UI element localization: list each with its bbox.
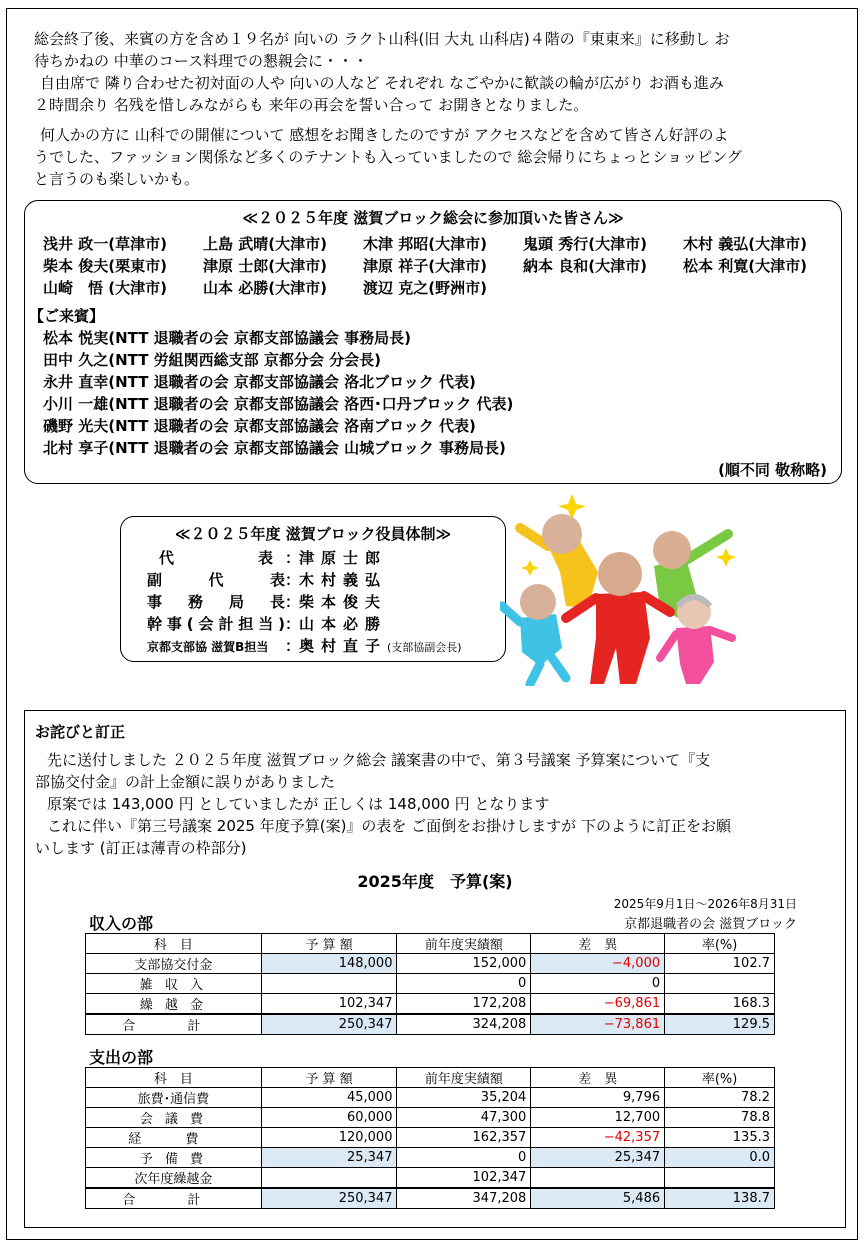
item-cell: 合 計: [86, 1188, 262, 1209]
budget-cell: 25,347: [261, 1148, 397, 1168]
column-header: 差 異: [531, 934, 665, 954]
table-header-row: [86, 934, 775, 954]
prev-cell: 47,300: [397, 1108, 531, 1128]
prev-cell: 0: [397, 974, 531, 994]
officer-role: 副代表: [147, 571, 285, 589]
column-header: 前年度実績額: [397, 1068, 531, 1088]
diff-cell: −42,357: [531, 1128, 665, 1148]
officer-name: 津原士郎: [299, 549, 388, 567]
correction-heading: お詫びと訂正: [35, 723, 126, 741]
column-header: 差 異: [531, 1068, 665, 1088]
officer-role: 幹事(会計担当): [147, 615, 285, 633]
expense-table: [85, 1067, 775, 1209]
prev-cell: 0: [397, 1148, 531, 1168]
prev-cell: 172,208: [397, 994, 531, 1015]
item-cell: 合 計: [86, 1014, 262, 1035]
budget-period: 2025年9月1日～2026年8月31日: [613, 897, 797, 911]
guest-name: 小川 一雄(NTT 退職者の会 京都支部協議会 洛西･口丹ブロック 代表): [43, 395, 514, 413]
member-name: 津原 祥子(大津市): [363, 257, 487, 275]
expense-section-title: 支出の部: [89, 1048, 154, 1067]
column-header: 科 目: [86, 1068, 262, 1088]
income-table: [85, 933, 775, 1035]
budget-cell: 250,347: [261, 1014, 397, 1035]
text-line: 部協交付金』の計上金額に誤りがありました: [35, 773, 336, 791]
officer-name: 山本必勝: [299, 615, 388, 633]
diff-cell: −73,861: [531, 1014, 665, 1035]
total-row: [86, 1188, 775, 1209]
correction-text: [35, 749, 839, 859]
table-row: [86, 1168, 775, 1189]
budget-title: 2025年度 予算(案): [357, 872, 513, 891]
colon: ：: [285, 571, 301, 589]
text-line: 待ちかねの 中華のコース料理での懇親会に・・・: [34, 52, 369, 70]
prev-cell: 102,347: [397, 1168, 531, 1189]
income-section-title: 収入の部: [89, 914, 154, 933]
column-header: 率(%): [665, 934, 775, 954]
colon: ：: [285, 593, 301, 611]
budget-cell: 250,347: [261, 1188, 397, 1209]
prev-cell: 347,208: [397, 1188, 531, 1209]
item-cell: 会 議 費: [86, 1108, 262, 1128]
prev-cell: 152,000: [397, 954, 531, 974]
member-name: 津原 士郎(大津市): [203, 257, 327, 275]
officer-role: 代表: [159, 549, 273, 567]
officer-row: [147, 591, 387, 612]
officer-name: 木村義弘: [299, 571, 388, 589]
column-header: 予 算 額: [261, 934, 397, 954]
column-header: 予 算 額: [261, 1068, 397, 1088]
member-name: 鬼頭 秀行(大津市): [523, 235, 647, 253]
rate-cell: 138.7: [665, 1188, 775, 1209]
text-line: 総会終了後、来賓の方を含め１９名が 向いの ラクト山科(旧 大丸 山科店)４階の『東東来』に移動し お: [34, 30, 730, 48]
budget-cell: 102,347: [261, 994, 397, 1015]
text-line: いします (訂正は薄青の枠部分): [35, 839, 247, 857]
table-row: [86, 1108, 775, 1128]
budget-cell: [261, 1168, 397, 1189]
intro-paragraph-2: [34, 124, 834, 190]
officer-row: [147, 547, 387, 568]
diff-cell: −69,861: [531, 994, 665, 1015]
prev-cell: 35,204: [397, 1088, 531, 1108]
item-cell: 旅費･通信費: [86, 1088, 262, 1108]
text-line: 何人かの方に 山科での開催について 感想をお聞きしたのですが アクセスなどを含めて皆さん好評のよ: [40, 126, 729, 144]
item-cell: 予 備 費: [86, 1148, 262, 1168]
colon: ：: [285, 549, 301, 567]
order-note: (順不同 敬称略): [718, 461, 827, 479]
officer-role: 京都支部協 滋賀B担当: [147, 640, 269, 654]
officers-title: ≪２０２５年度 滋賀ブロック役員体制≫: [174, 525, 452, 543]
ranger-team-illustration: [500, 488, 740, 686]
table-row: [86, 1148, 775, 1168]
table-row: [86, 974, 775, 994]
budget-cell: 148,000: [261, 954, 397, 974]
officer-row: [147, 613, 387, 634]
member-name: 木津 邦昭(大津市): [363, 235, 487, 253]
prev-cell: 162,357: [397, 1128, 531, 1148]
rate-cell: 102.7: [665, 954, 775, 974]
budget-cell: [261, 974, 397, 994]
officer-note: (支部協副会長): [387, 641, 462, 654]
rate-cell: 0.0: [665, 1148, 775, 1168]
member-name: 山崎 悟 (大津市): [43, 279, 167, 297]
diff-cell: 0: [531, 974, 665, 994]
column-header: 率(%): [665, 1068, 775, 1088]
rate-cell: 168.3: [665, 994, 775, 1015]
table-row: [86, 994, 775, 1015]
table-header-row: [86, 1068, 775, 1088]
text-line: と言うのも楽しいかも。: [34, 170, 200, 188]
member-name: 浅井 政一(草津市): [43, 235, 167, 253]
item-cell: 支部協交付金: [86, 954, 262, 974]
rate-cell: 78.8: [665, 1108, 775, 1128]
rate-cell: 129.5: [665, 1014, 775, 1035]
intro-paragraph-1: [34, 28, 834, 116]
participants-title: ≪２０２５年度 滋賀ブロック総会に参加頂いた皆さん≫: [242, 209, 624, 227]
diff-cell: 5,486: [531, 1188, 665, 1209]
diff-cell: 9,796: [531, 1088, 665, 1108]
officers-box: [120, 516, 506, 662]
column-header: 前年度実績額: [397, 934, 531, 954]
member-name: 渡辺 克之(野洲市): [363, 279, 487, 297]
text-line: 原案では 143,000 円 としていましたが 正しくは 148,000 円 となります: [47, 795, 550, 813]
guest-name: 田中 久之(NTT 労組関西総支部 京都分会 分会長): [43, 351, 381, 369]
member-name: 上島 武晴(大津市): [203, 235, 327, 253]
budget-cell: 120,000: [261, 1128, 397, 1148]
rate-cell: 135.3: [665, 1128, 775, 1148]
table-row: [86, 1088, 775, 1108]
blue-ranger: [502, 584, 566, 684]
member-name: 納本 良和(大津市): [523, 257, 647, 275]
diff-cell: −4,000: [531, 954, 665, 974]
guest-name: 松本 悦実(NTT 退職者の会 京都支部協議会 事務局長): [43, 329, 411, 347]
member-name: 松本 利寛(大津市): [683, 257, 807, 275]
rate-cell: [665, 974, 775, 994]
item-cell: 経 費: [86, 1128, 262, 1148]
rate-cell: [665, 1168, 775, 1189]
colon: ：: [285, 615, 301, 633]
table-row: [86, 954, 775, 974]
rate-cell: 78.2: [665, 1088, 775, 1108]
prev-cell: 324,208: [397, 1014, 531, 1035]
correction-box: [24, 710, 846, 1228]
officer-row: [147, 569, 387, 590]
text-line: 先に送付しました ２０２５年度 滋賀ブロック総会 議案書の中で、第３号議案 予算案について『支: [47, 751, 711, 769]
officer-name: 柴本俊夫: [299, 593, 388, 611]
participants-box: [24, 200, 842, 484]
officer-name: 奥村直子: [299, 637, 388, 655]
officer-role: 事務局長: [147, 593, 285, 611]
item-cell: 繰 越 金: [86, 994, 262, 1015]
item-cell: 雑 収 入: [86, 974, 262, 994]
member-name: 柴本 俊夫(栗東市): [43, 257, 167, 275]
item-cell: 次年度繰越金: [86, 1168, 262, 1189]
guests-heading: 【ご来賓】: [29, 307, 105, 325]
text-line: これに伴い『第三号議案 2025 年度予算(案)』の表を ご面倒をお掛けしますが 下のように訂正をお願: [47, 817, 731, 835]
diff-cell: [531, 1168, 665, 1189]
colon: ：: [285, 637, 301, 655]
diff-cell: 25,347: [531, 1148, 665, 1168]
member-name: 山本 必勝(大津市): [203, 279, 327, 297]
budget-cell: 60,000: [261, 1108, 397, 1128]
guest-name: 北村 享子(NTT 退職者の会 京都支部協議会 山城ブロック 事務局長): [43, 439, 506, 457]
budget-cell: 45,000: [261, 1088, 397, 1108]
total-row: [86, 1014, 775, 1035]
text-line: 自由席で 隣り合わせた初対面の人や 向いの人など それぞれ なごやかに歓談の輪が広がり お酒も進み: [40, 74, 724, 92]
member-name: 木村 義弘(大津市): [683, 235, 807, 253]
guest-name: 永井 直幸(NTT 退職者の会 京都支部協議会 洛北ブロック 代表): [43, 373, 476, 391]
guest-name: 磯野 光夫(NTT 退職者の会 京都支部協議会 洛南ブロック 代表): [43, 417, 476, 435]
column-header: 科 目: [86, 934, 262, 954]
text-line: ２時間余り 名残を惜しみながらも 来年の再会を誓い合って お開きとなりました。: [34, 96, 589, 114]
table-row: [86, 1128, 775, 1148]
text-line: うでした、ファッション関係など多くのテナントも入っていましたので 総会帰りにちょっとショッピング: [34, 148, 742, 166]
officer-row: [147, 635, 462, 656]
budget-organization: 京都退職者の会 滋賀ブロック: [624, 917, 797, 932]
diff-cell: 12,700: [531, 1108, 665, 1128]
